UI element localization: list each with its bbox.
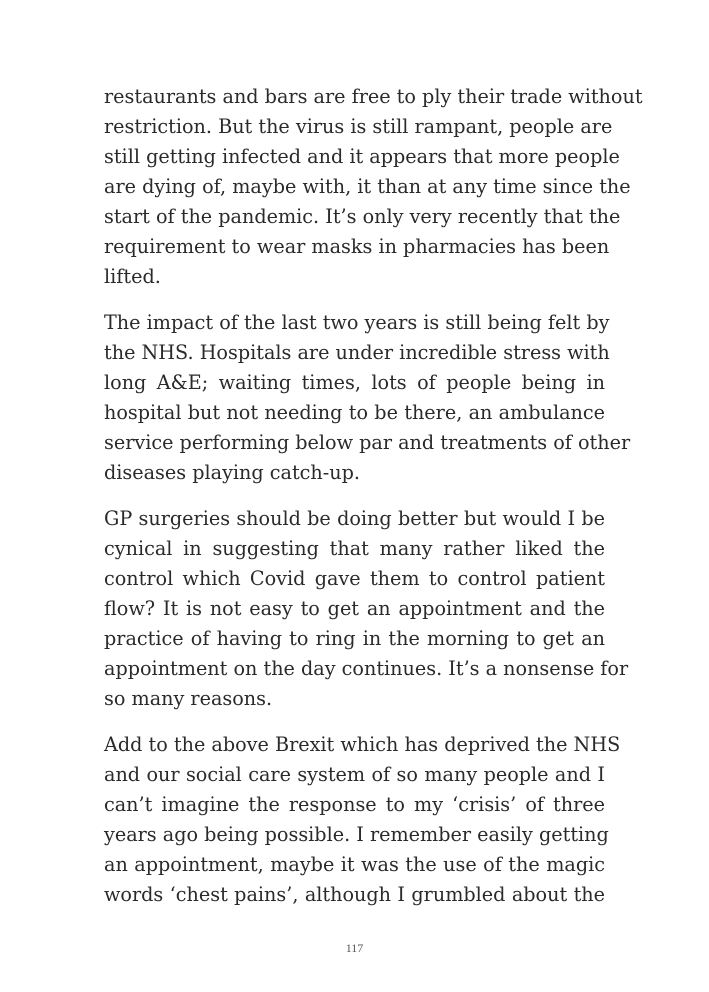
page-number: 117 bbox=[345, 941, 364, 955]
text-line: start of the pandemic. It’s only very recently that the bbox=[104, 205, 621, 228]
text-line: Add to the above Brexit which has deprived the NHS bbox=[104, 733, 621, 756]
paragraph-1 bbox=[104, 82, 643, 292]
text-line: an appointment, maybe it was the use of the magic bbox=[104, 853, 605, 876]
text-line: requirement to wear masks in pharmacies has been bbox=[104, 235, 610, 258]
text-line: the NHS. Hospitals are under incredible stress with bbox=[104, 341, 610, 364]
body-text bbox=[104, 82, 643, 926]
text-line: diseases playing catch-up. bbox=[104, 461, 361, 484]
text-line: still getting infected and it appears that more people bbox=[104, 145, 620, 168]
text-line: cynical in suggesting that many rather liked the bbox=[104, 537, 605, 560]
text-line: practice of having to ring in the morning to get an bbox=[104, 627, 605, 650]
paragraph-3 bbox=[104, 504, 629, 714]
text-line: restriction. But the virus is still rampant, people are bbox=[104, 115, 613, 138]
text-line: hospital but not needing to be there, an ambulance bbox=[104, 401, 605, 424]
text-line: GP surgeries should be doing better but would I be bbox=[104, 507, 605, 530]
paragraph-4 bbox=[104, 730, 621, 910]
text-line: long A&E; waiting times, lots of people being in bbox=[104, 371, 605, 394]
text-line: flow? It is not easy to get an appointment and the bbox=[104, 597, 605, 620]
text-line: can’t imagine the response to my ‘crisis’ of three bbox=[104, 793, 605, 816]
text-line: lifted. bbox=[104, 265, 161, 288]
text-line: control which Covid gave them to control patient bbox=[104, 567, 605, 590]
text-line: words ‘chest pains’, although I grumbled about the bbox=[104, 883, 605, 906]
text-line: years ago being possible. I remember easily getting bbox=[104, 823, 609, 846]
text-line: The impact of the last two years is still being felt by bbox=[104, 311, 610, 334]
text-line: service performing below par and treatments of other bbox=[104, 431, 631, 454]
text-line: restaurants and bars are free to ply their trade without bbox=[104, 85, 643, 108]
paragraph-2 bbox=[104, 308, 631, 488]
text-line: are dying of, maybe with, it than at any time since the bbox=[104, 175, 631, 198]
text-line: and our social care system of so many people and I bbox=[104, 763, 605, 786]
text-line: so many reasons. bbox=[104, 687, 273, 710]
text-line: appointment on the day continues. It’s a nonsense for bbox=[104, 657, 629, 680]
